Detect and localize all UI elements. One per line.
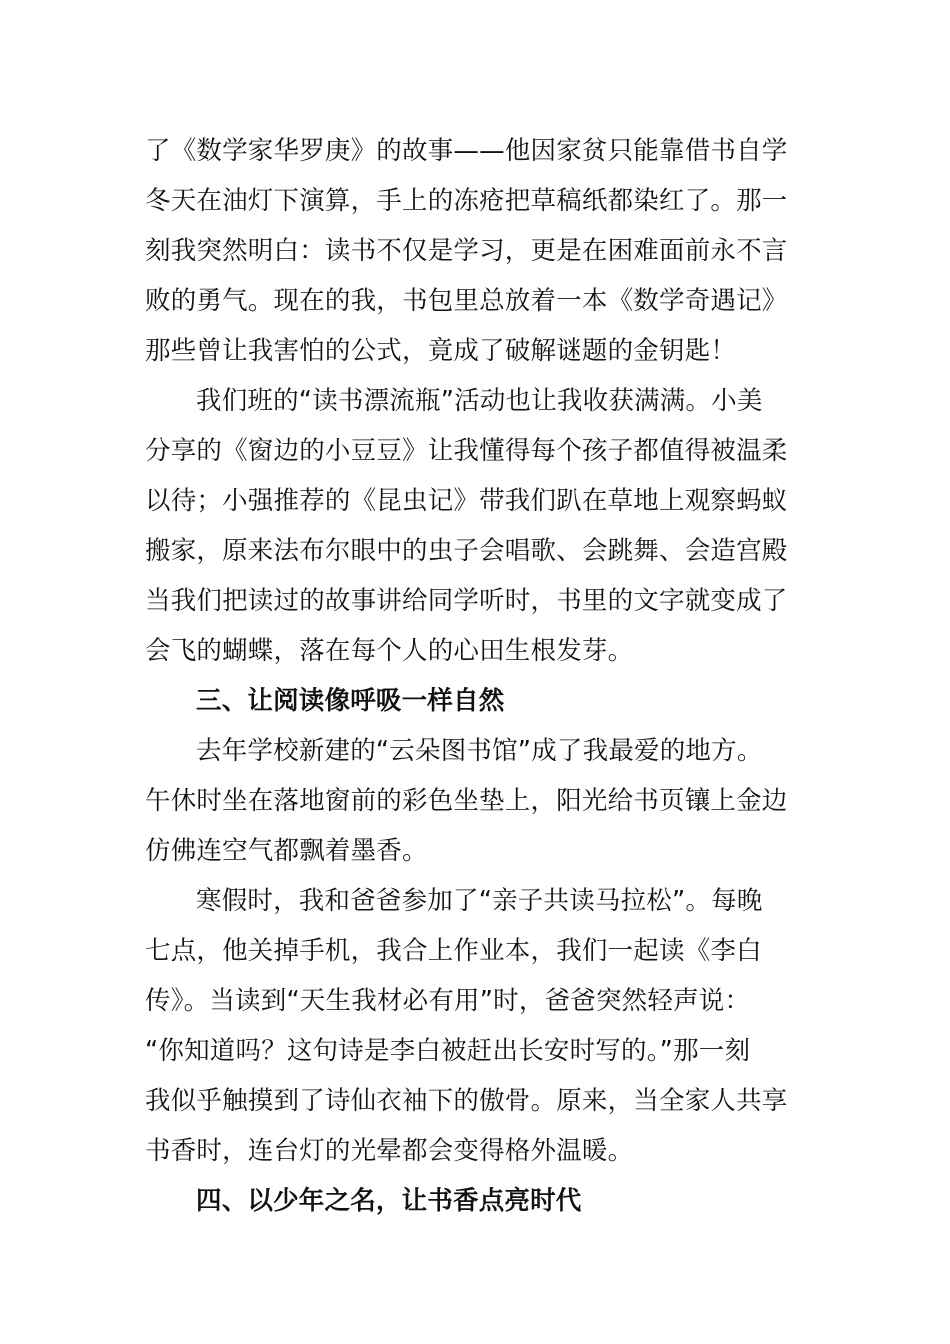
paragraph-line: 寒假时，我和爸爸参加了“亲子共读马拉松”。每晚 [196,886,763,916]
paragraph-line: 以待；小强推荐的《昆虫记》带我们趴在草地上观察蚂蚁 [145,486,788,516]
paragraph-line: 书香时，连台灯的光晕都会变得格外温暖。 [145,1136,634,1166]
paragraph-line: 午休时坐在落地窗前的彩色坐垫上，阳光给书页镶上金边 [145,786,788,816]
paragraph-line: 会飞的蝴蝶，落在每个人的心田生根发芽。 [145,636,634,666]
paragraph-line: 搬家，原来法布尔眼中的虫子会唱歌、会跳舞、会造宫殿 [145,536,788,566]
section-heading: 三、让阅读像呼吸一样自然 [196,686,505,716]
paragraph-line: 当我们把读过的故事讲给同学听时，书里的文字就变成了 [145,586,788,616]
paragraph-line: “你知道吗？这句诗是李白被赶出长安时写的。”那一刻 [145,1036,751,1066]
paragraph-line: 传》。当读到“天生我材必有用”时，爸爸突然轻声说： [145,986,751,1016]
paragraph-line: 了《数学家华罗庚》的故事——他因家贫只能靠借书自学 [145,136,788,166]
paragraph-line: 那些曾让我害怕的公式，竟成了破解谜题的金钥匙！ [145,336,737,366]
paragraph-line: 冬天在油灯下演算，手上的冻疮把草稿纸都染红了。那一 [145,186,788,216]
paragraph-line: 我似乎触摸到了诗仙衣袖下的傲骨。原来，当全家人共享 [145,1086,788,1116]
paragraph-line: 去年学校新建的“云朵图书馆”成了我最爱的地方。 [196,736,763,766]
paragraph-line: 七点，他关掉手机，我合上作业本，我们一起读《李白 [145,936,762,966]
paragraph-line: 分享的《窗边的小豆豆》让我懂得每个孩子都值得被温柔 [145,436,788,466]
paragraph-line: 败的勇气。现在的我，书包里总放着一本《数学奇遇记》 [145,286,788,316]
section-heading: 四、以少年之名，让书香点亮时代 [196,1186,582,1216]
paragraph-line: 刻我突然明白：读书不仅是学习，更是在困难面前永不言 [145,236,788,266]
paragraph-line: 仿佛连空气都飘着墨香。 [145,836,428,866]
paragraph-line: 我们班的“读书漂流瓶”活动也让我收获满满。小美 [196,386,763,416]
